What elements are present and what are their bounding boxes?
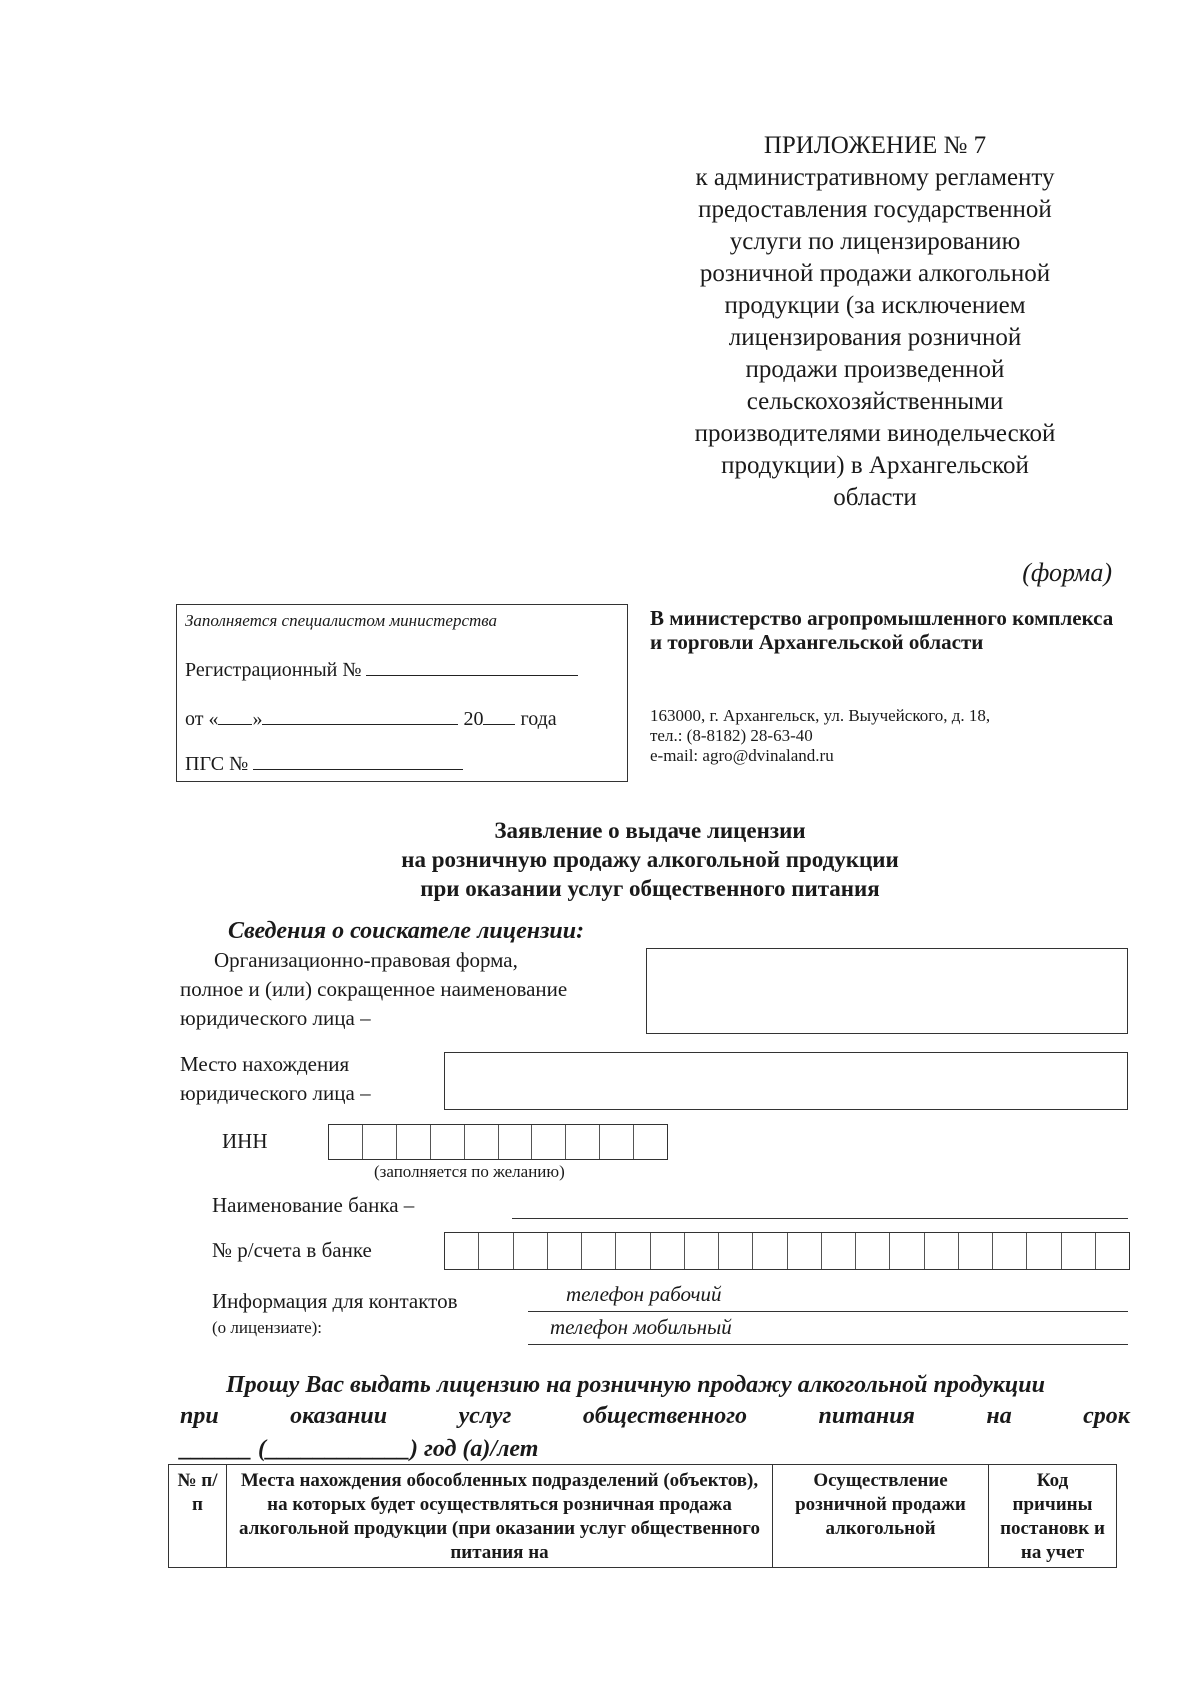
phone-mobile-field[interactable]	[528, 1344, 1128, 1345]
request-word: оказании	[290, 1403, 388, 1429]
annex-line: продукции) в Архангельской	[721, 452, 1029, 479]
col-retail: Осуществление розничной продажи алкогольной	[773, 1465, 989, 1568]
request-line-2	[180, 1401, 1130, 1432]
pgs-field[interactable]	[253, 751, 463, 770]
pgs-row	[185, 751, 463, 776]
ministry-contacts	[650, 706, 1120, 766]
request-word: услуг	[458, 1403, 512, 1429]
reg-year-field[interactable]	[483, 706, 515, 725]
org-name-field[interactable]	[646, 948, 1128, 1034]
annex-line: производителями винодельческой	[694, 420, 1056, 447]
annex-header	[640, 130, 1110, 514]
org-form-label-3: юридического лица –	[180, 1006, 371, 1030]
org-form-label-1: Организационно-правовая форма,	[214, 948, 518, 972]
reg-date-year: 20	[463, 708, 484, 730]
ministry-name: В министерство агропромышленного комплекса и торговли Архангельской области	[650, 606, 1114, 654]
annex-line: продукции (за исключением	[724, 292, 1026, 319]
title-line: Заявление о выдаче лицензии	[494, 818, 806, 843]
reg-number-field[interactable]	[366, 657, 578, 676]
table-header-row	[169, 1465, 1117, 1568]
annex-line: сельскохозяйственными	[746, 388, 1004, 415]
registration-box	[176, 604, 628, 782]
col-locations: Места нахождения обособленных подразделений (объектов), на которых будет осуществляться розничная продажа алкогольной продукции (при оказании услуг общественного питания на	[227, 1465, 773, 1568]
col-kpp: Код причины постановк и на учет	[989, 1465, 1117, 1568]
bank-field[interactable]	[512, 1218, 1128, 1219]
org-form-label-2: полное и (или) сокращенное наименование	[180, 977, 568, 1001]
ministry-phone: тел.: (8-8182) 28-63-40	[650, 726, 813, 745]
reg-month-field[interactable]	[262, 706, 458, 725]
annex-line: продажи произведенной	[745, 356, 1005, 383]
annex-line: предоставления государственной	[698, 196, 1052, 223]
annex-line: области	[833, 484, 917, 511]
contacts-label-2: (о лицензиате):	[212, 1318, 323, 1337]
annex-line: к административному регламенту	[695, 164, 1055, 191]
account-field[interactable]	[444, 1232, 1130, 1270]
contacts-label-1: Информация для контактов	[212, 1289, 458, 1313]
account-label: № р/счета в банке	[212, 1238, 372, 1262]
request-line-3: ______ (____________) год (а)/лет	[180, 1436, 539, 1462]
location-label-1: Место нахождения	[180, 1052, 350, 1076]
inn-field[interactable]	[328, 1124, 668, 1160]
bank-label: Наименование банка –	[212, 1193, 415, 1217]
ministry-email: e-mail: agro@dvinaland.ru	[650, 746, 834, 765]
title-line: при оказании услуг общественного питания	[420, 876, 880, 901]
reg-day-field[interactable]	[218, 706, 252, 725]
applicant-section-title: Сведения о соискателе лицензии:	[228, 918, 585, 944]
phone-work-field[interactable]	[528, 1311, 1128, 1312]
col-number: № п/п	[169, 1465, 227, 1568]
request-line-1: Прошу Вас выдать лицензию на розничную продажу алкогольной продукции	[226, 1372, 1045, 1398]
phone-mobile-label: телефон мобильный	[550, 1315, 732, 1339]
request-word: на	[986, 1403, 1012, 1429]
reg-number-row	[185, 657, 578, 682]
form-label: (форма)	[1022, 558, 1112, 587]
annex-title: ПРИЛОЖЕНИЕ № 7	[763, 132, 987, 159]
request-paragraph	[180, 1370, 1130, 1465]
title-line: на розничную продажу алкогольной продукции	[401, 847, 899, 872]
request-word: общественного	[582, 1403, 748, 1429]
inn-label: ИНН	[222, 1129, 268, 1153]
pgs-label: ПГС №	[185, 753, 249, 775]
ministry-address: 163000, г. Архангельск, ул. Выучейского, д. 18,	[650, 706, 991, 725]
request-word: при	[180, 1403, 219, 1429]
reg-date-prefix: от «	[185, 708, 219, 730]
annex-line: розничной продажи алкогольной	[699, 260, 1051, 287]
registration-note: Заполняется специалистом министерства	[185, 611, 498, 630]
annex-line: услуги по лицензированию	[729, 228, 1021, 255]
document-title	[150, 816, 1150, 903]
reg-date-mid: »	[252, 708, 263, 730]
phone-work-label: телефон рабочий	[566, 1282, 722, 1306]
reg-number-label: Регистрационный №	[185, 659, 362, 681]
location-field[interactable]	[444, 1052, 1128, 1110]
reg-date-suffix: года	[520, 708, 557, 730]
inn-note: (заполняется по желанию)	[374, 1162, 565, 1181]
reg-date-row	[185, 706, 557, 731]
location-label-2: юридического лица –	[180, 1081, 371, 1105]
annex-line: лицензирования розничной	[728, 324, 1022, 351]
request-word: срок	[1083, 1403, 1130, 1429]
request-word: питания	[818, 1403, 915, 1429]
objects-table	[168, 1464, 1117, 1568]
